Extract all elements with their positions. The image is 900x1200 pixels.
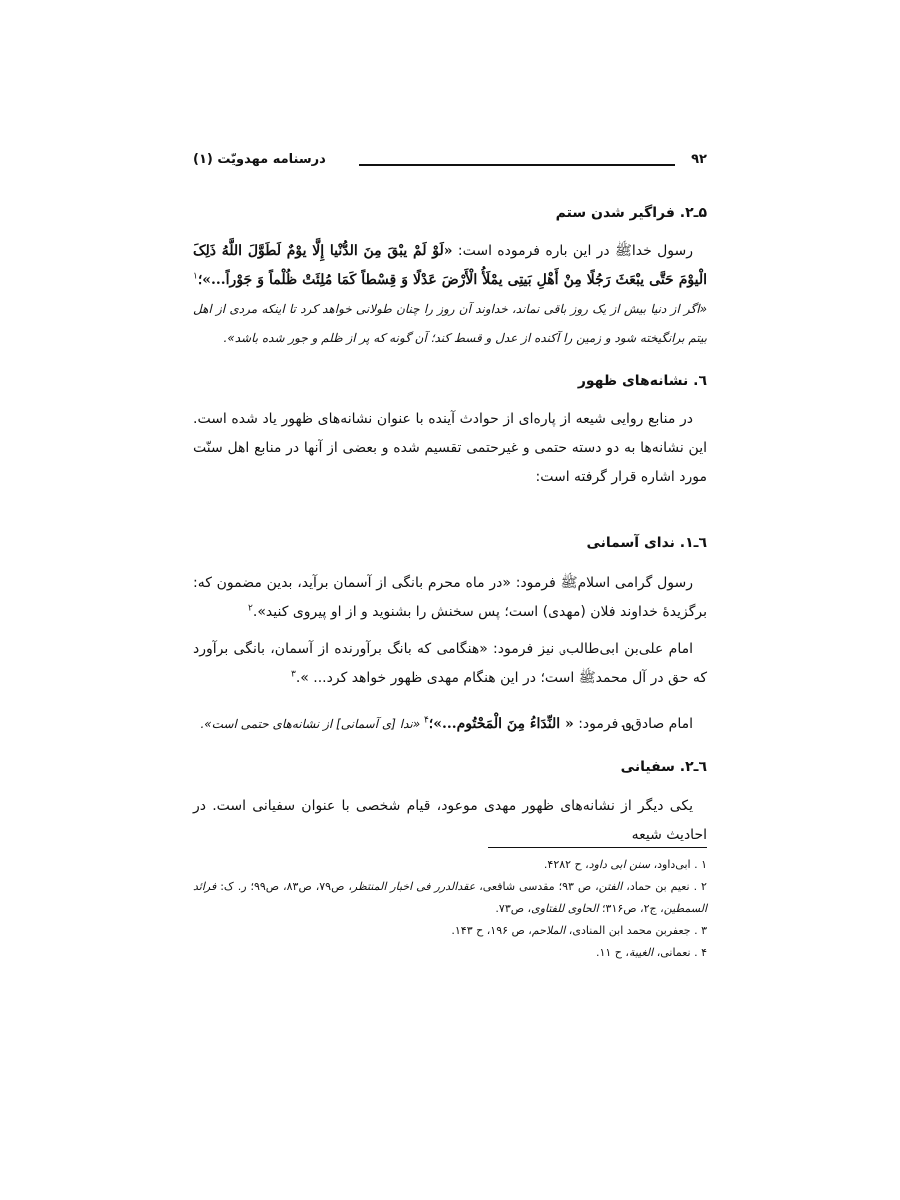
section-heading: ٦. نشانه‌های ظهور bbox=[577, 373, 707, 389]
paragraph-text: یکی دیگر از نشانه‌های ظهور مهدی موعود، قیام شخصی با عنوان سفیانی است. در احادیث شیعه bbox=[193, 798, 707, 843]
paragraph bbox=[193, 237, 707, 353]
page-number: ۹۲ bbox=[691, 152, 707, 167]
hadith-translation: «ندا [ی آسمانی] از نشانه‌های حتمی است». bbox=[200, 717, 424, 731]
section-heading: ٦ـ٢. سفیانی bbox=[620, 759, 707, 775]
paragraph bbox=[193, 792, 707, 850]
page-header bbox=[193, 150, 707, 176]
footnotes bbox=[193, 854, 707, 964]
footnote-3: ۳ . جعفربن محمد ابن المنادی، الملاحم، ص ۱۹۶، ح ۱۴۳. bbox=[451, 924, 707, 937]
paragraph-text: در منابع روایی شیعه از پاره‌ای از حوادث آینده با عنوان نشانه‌های ظهور یاد شده است. این نشانه‌ها به دو دسته حتمی و غیرحتمی تقسیم شده و بعضی از آنها در منابع اهل سنّت مورد اشاره قرار گرفته است: bbox=[193, 411, 707, 485]
header-rule bbox=[359, 164, 675, 166]
arabic-hadith: « النِّدَاءُ مِنَ الْمَحْتُوم...»؛ bbox=[428, 716, 574, 732]
paragraph bbox=[193, 405, 707, 492]
book-title: درسنامه مهدویّت (۱) bbox=[193, 152, 326, 167]
footnote-ref: ۲ bbox=[248, 603, 253, 614]
paragraph bbox=[193, 635, 707, 693]
book-page bbox=[193, 150, 707, 980]
footnote-4: ۴ . نعمانی، الغیبة، ح ۱۱. bbox=[595, 946, 707, 959]
hadith-translation: «اگر از دنیا بیش از یک روز باقی نماند، خداوند آن روز را چنان طولانی خواهد کرد تا اینکه مردی از اهل بیتم برانگیخته شود و زمین را آکنده از عدل و قسط کند؛ آن گونه که پر از ظلم و جور شده باشد». bbox=[193, 302, 707, 345]
footnote-ref: ۴ bbox=[423, 715, 429, 726]
paragraph bbox=[193, 569, 707, 627]
footnote-ref: ۱ bbox=[193, 271, 198, 282]
footnote-2: ۲ . نعیم بن حماد، الفتن، ص ۹۳؛ مقدسی شافعی، عقدالدرر فی اخبار المنتظر، ص۷۹، ص۸۳، ص۹۹؛ ر. ک: فرائد السمطین، ج۲، ص۳۱۶؛ الحاوی للفتاوی، ص۷۳. bbox=[193, 880, 707, 915]
paragraph bbox=[193, 710, 707, 739]
footnote-1: ۱ . ابی‌داود، سنن ابی داود، ح ۴۲۸۲. bbox=[543, 858, 707, 871]
paragraph-text: امام علی‌بن ابی‌طالب؈ نیز فرمود: «هنگامی که بانگ برآورنده از آسمان، بانگی برآورد که حق در آل محمدﷺ است؛ در این هنگام مهدی ظهور خواهد کرد... ». bbox=[193, 641, 707, 686]
section-heading: ٦ـ١. ندای آسمانی bbox=[586, 535, 707, 551]
paragraph-text: رسول خداﷺ در این باره فرموده است: bbox=[452, 243, 693, 259]
section-heading: ۵ـ۲. فراگیر شدن ستم bbox=[555, 205, 707, 221]
paragraph-text: امام صادق؈ فرمود: bbox=[573, 716, 693, 732]
arabic-hadith: «لَوْ لَمْ یبْقَ مِنَ الدُّنْیا إِلَّا یوْمٌ لَطَوَّلَ اللَّهُ ذَلِکَ الْیوْمَ حَتَّی یبْعَثَ رَجُلًا مِنْ أَهْلِ بَیتِی یمْلَأُ الْأَرْضَ عَدْلًا وَ قِسْطاً کَمَا مُلِئَتْ ظُلْماً وَ جَوْراً...»؛ bbox=[193, 243, 707, 288]
paragraph-text: رسول گرامی اسلامﷺ فرمود: «در ماه محرم بانگی از آسمان برآید، بدین مضمون که: برگزیدۀ خداوند فلان (مهدی) است؛ پس سخنش را بشنوید و از او پیروی کنید». bbox=[193, 575, 707, 620]
footnote-ref: ۳ bbox=[290, 669, 296, 680]
footnote-divider bbox=[488, 847, 707, 848]
